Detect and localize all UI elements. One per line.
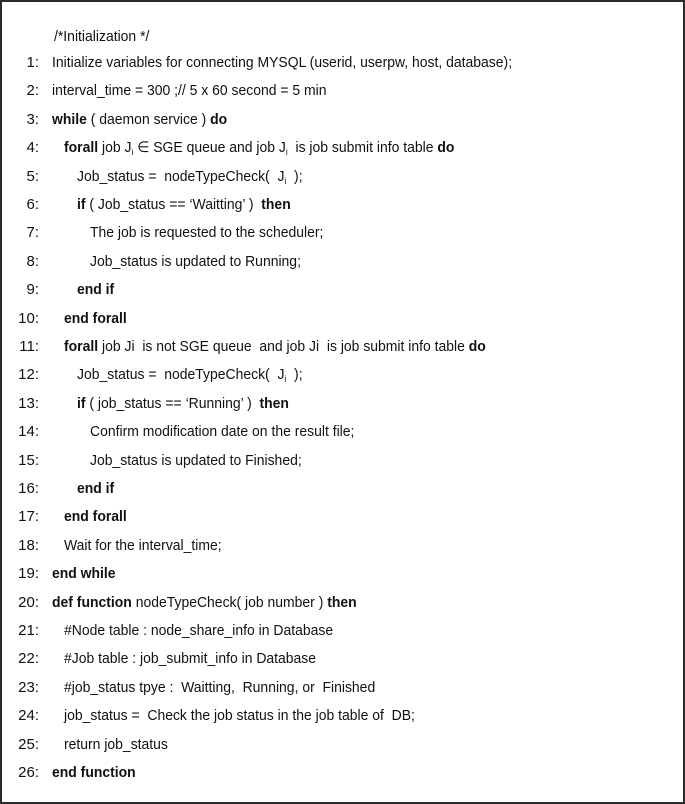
algorithm-line [2,507,682,527]
code-text: return job_status [64,735,168,753]
line-number: 26: [18,764,39,781]
code-text: Job_status is updated to Finished; [90,451,302,469]
keyword-text: then [327,593,357,611]
line-number: 4: [26,139,39,157]
line-number: 11: [19,338,39,355]
line-number: 5: [26,167,39,185]
keyword-text: do [437,139,455,157]
algorithm-header: /*Initialization */ [54,28,150,45]
algorithm-line [2,195,682,215]
subscript-text: i [285,147,288,158]
algorithm-line [2,593,682,613]
code-text: Initialize variables for connecting MYSQL (userid, userpw, host, database); [52,54,513,71]
code-text: job_status = Check the job status in the job table of DB; [64,707,415,725]
algorithm-line [2,706,682,726]
line-number: 20: [18,593,39,611]
code-text: nodeTypeCheck( job number ) [131,593,328,611]
code-text: ); [286,167,303,185]
keyword-text: forall [64,139,99,157]
line-code [90,422,354,442]
algorithm-line [2,280,682,300]
algorithm-line [2,621,682,641]
algorithm-line [2,649,682,669]
algorithm-line [2,167,682,187]
line-number: 7: [26,224,39,242]
line-code [52,763,136,783]
code-text: #job_status tpye : Waitting, Running, or Finished [64,678,376,696]
keyword-text: do [468,338,486,355]
line-code [64,649,316,669]
line-code [90,223,323,243]
algorithm-line [2,365,682,385]
algorithm-line [2,536,682,556]
line-code [77,365,303,385]
line-code [64,138,454,158]
line-code [90,252,301,272]
subscript-text: i [284,374,287,385]
code-text: Job_status = nodeTypeCheck( J [77,167,285,185]
algorithm-line [2,763,682,783]
algorithm-line [2,110,682,130]
subscript-text: i [284,175,287,186]
keyword-text: end if [77,281,115,299]
keyword-text: do [210,110,228,128]
line-number: 24: [18,707,39,725]
algorithm-line [2,53,682,73]
algorithm-line [2,564,682,584]
code-text: Wait for the interval_time; [64,536,222,554]
algorithm-line [2,422,682,442]
code-text: job Ji is not SGE queue and job Ji is job submit info table [98,338,469,355]
line-number: 22: [18,650,39,668]
line-number: 10: [18,309,39,327]
code-text: The job is requested to the scheduler; [90,224,324,242]
line-number: 19: [18,565,39,583]
keyword-text: if [77,196,86,213]
algorithm-line [2,678,682,698]
line-code [52,593,357,613]
line-code [64,706,415,726]
line-number: 3: [26,110,39,128]
algorithm-header-line [2,27,682,47]
keyword-text: while [52,110,87,128]
line-number: 15: [18,451,39,469]
line-code [64,678,375,698]
code-text: Job_status is updated to Running; [90,252,301,270]
line-code [64,507,127,527]
algorithm-line [2,309,682,329]
line-code [77,394,289,414]
code-text: Job_status = nodeTypeCheck( J [77,366,285,384]
line-number: 18: [18,536,39,554]
line-code [52,110,227,130]
code-text: ( Job_status == ‘Waitting’ ) [85,196,262,213]
algorithm-line [2,223,682,243]
keyword-text: def function [52,593,132,611]
keyword-text: end forall [64,309,127,327]
line-code [77,280,114,300]
code-text: ( daemon service ) [86,110,211,128]
keyword-text: end function [52,764,136,781]
line-number: 2: [26,82,39,100]
algorithm-line [2,394,682,414]
code-text: ); [286,366,303,384]
line-code [77,195,291,215]
algorithm-line [2,479,682,499]
line-number: 1: [26,54,39,71]
algorithm-line [2,252,682,272]
line-number: 14: [18,423,39,441]
subscript-text: i [131,147,134,158]
line-code [64,309,127,329]
keyword-text: then [261,196,291,213]
keyword-text: end while [52,565,116,583]
code-text: ( job_status == ‘Running’ ) [85,394,260,412]
keyword-text: if [77,394,86,412]
keyword-text: end if [77,480,115,497]
line-number: 25: [18,735,39,753]
line-number: 13: [18,394,39,412]
line-number: 23: [18,678,39,696]
line-code [64,621,333,641]
code-text: #Job table : job_submit_info in Database [64,650,317,668]
line-code [77,167,303,187]
code-text: Confirm modification date on the result file; [90,423,355,441]
algorithm-line [2,138,682,158]
code-text: is job submit info table [287,139,438,157]
algorithm-line [2,735,682,755]
line-number: 21: [18,622,39,639]
code-text: interval_time = 300 ;// 5 x 60 second = 5 min [52,82,327,100]
code-text: ∈ SGE queue and job J [133,139,286,157]
algorithm-line [2,451,682,471]
line-number: 12: [18,366,39,384]
line-number: 16: [18,480,39,497]
line-number: 6: [26,196,39,213]
keyword-text: then [259,394,289,412]
line-code [52,53,512,73]
code-text: #Node table : node_share_info in Database [64,622,334,639]
algorithm-line [2,81,682,101]
line-code [64,536,222,556]
algorithm-line [2,337,682,357]
line-number: 8: [26,252,39,270]
line-number: 9: [26,281,39,299]
keyword-text: forall [64,338,99,355]
line-code [52,564,116,584]
line-code [52,81,327,101]
line-code [90,451,302,471]
line-code [77,479,114,499]
keyword-text: end forall [64,508,127,526]
line-code [64,337,486,357]
line-code [64,735,168,755]
line-number: 17: [18,508,39,526]
code-text: job J [98,139,132,157]
